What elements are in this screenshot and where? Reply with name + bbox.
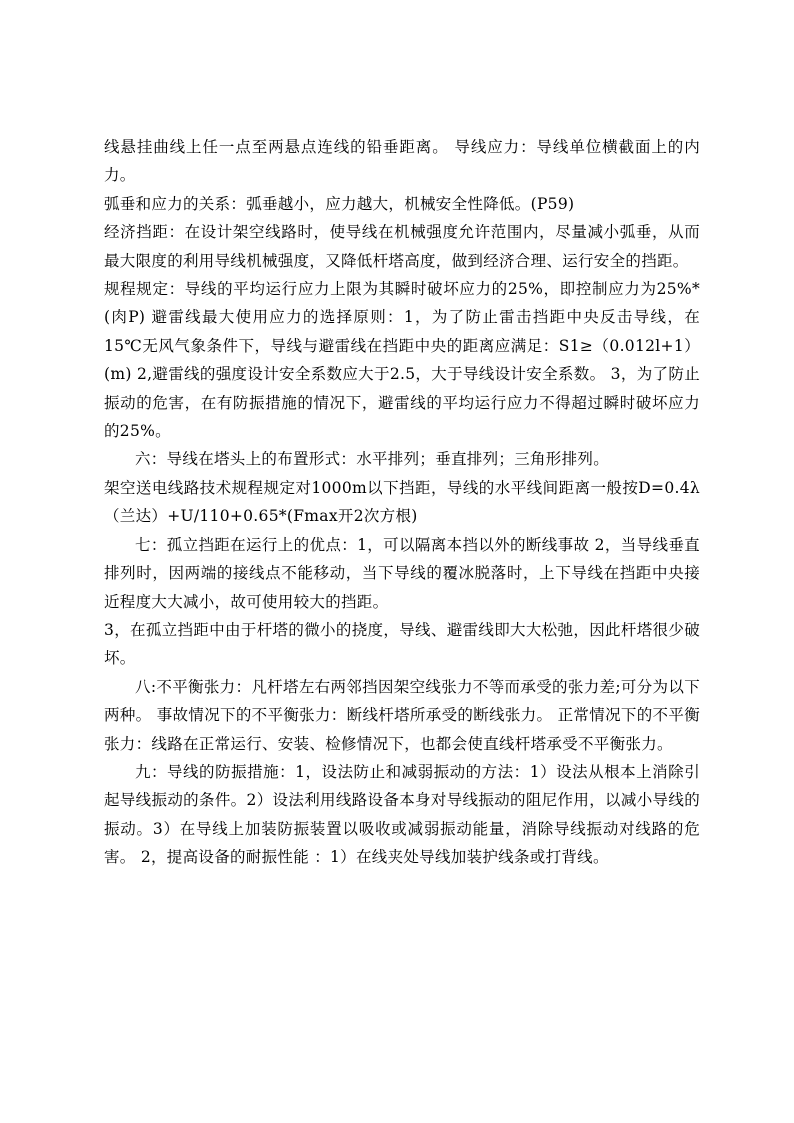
paragraph-sag-definition: 线悬挂曲线上任一点至两悬点连线的铅垂距离。 导线应力：导线单位横截面上的内力。 (104, 138, 700, 185)
paragraph-economic-span: 经济挡距：在设计架空线路时，使导线在机械强度允许范围内，尽量减小弧垂，从而最大限度的利用导线机械强度，又降低杆塔高度，做到经济合理、运行安全的挡距。 (104, 223, 700, 270)
paragraph-regulation-stress: 规程规定：导线的平均运行应力上限为其瞬时破坏应力的25%，即控制应力为25%*(肉P) 避雷线最大使用应力的选择原则：1，为了防止雷击挡距中央反击导线，在15℃无风气象条件下，导线与避雷线在挡距中央的距离应满足：S1≥（0.012l+1）(m) 2,避雷线的强度设计安全系数应大于2.5，大于导线设计安全系数。 3，为了防止振动的危害，在有防振措施的情况下，避雷线的平均运行应力不得超过瞬时破坏应力的25%。 (104, 280, 700, 441)
paragraph-section-eight: 八:不平衡张力：凡杆塔左右两邻挡因架空线张力不等而承受的张力差;可分为以下两种。 事故情况下的不平衡张力：断线杆塔所承受的断线张力。 正常情况下的不平衡张力：线路在正常运行、安装、检修情况下，也都会使直线杆塔承受不平衡张力。 (104, 677, 700, 753)
paragraph-isolated-span-point-three: 3，在孤立挡距中由于杆塔的微小的挠度，导线、避雷线即大大松弛，因此杆塔很少破坏。 (104, 620, 700, 668)
paragraph-section-seven: 七：孤立挡距在运行上的优点：1，可以隔离本挡以外的断线事故 2，当导线垂直排列时，因两端的接线点不能移动，当下导线的覆冰脱落时，上下导线在挡距中央接近程度大大减小，故可使用较大的挡距。 (104, 535, 700, 611)
paragraph-section-six: 六：导线在塔头上的布置形式：水平排列；垂直排列；三角形排列。 (135, 450, 610, 469)
document-body (104, 133, 700, 872)
paragraph-sag-stress-relation: 弧垂和应力的关系：弧垂越小，应力越大，机械安全性降低。(P59) (104, 194, 575, 213)
paragraph-section-nine: 九：导线的防振措施：1，设法防止和减弱振动的方法：1）设法从根本上消除引起导线振动的条件。2）设法利用线路设备本身对导线振动的阻尼作用，以减小导线的振动。3）在导线上加装防振装置以吸收或减弱振动能量，消除导线振动对线路的危害。 2，提高设备的耐振性能 ：1）在线夹处导线加装护线条或打背线。 (104, 762, 700, 867)
paragraph-line-spacing-rule: 架空送电线路技术规程规定对1000m以下挡距，导线的水平线间距离一般按D=0.4λ（兰达）+U/110+0.65*(Fmax开2次方根) (104, 478, 700, 526)
